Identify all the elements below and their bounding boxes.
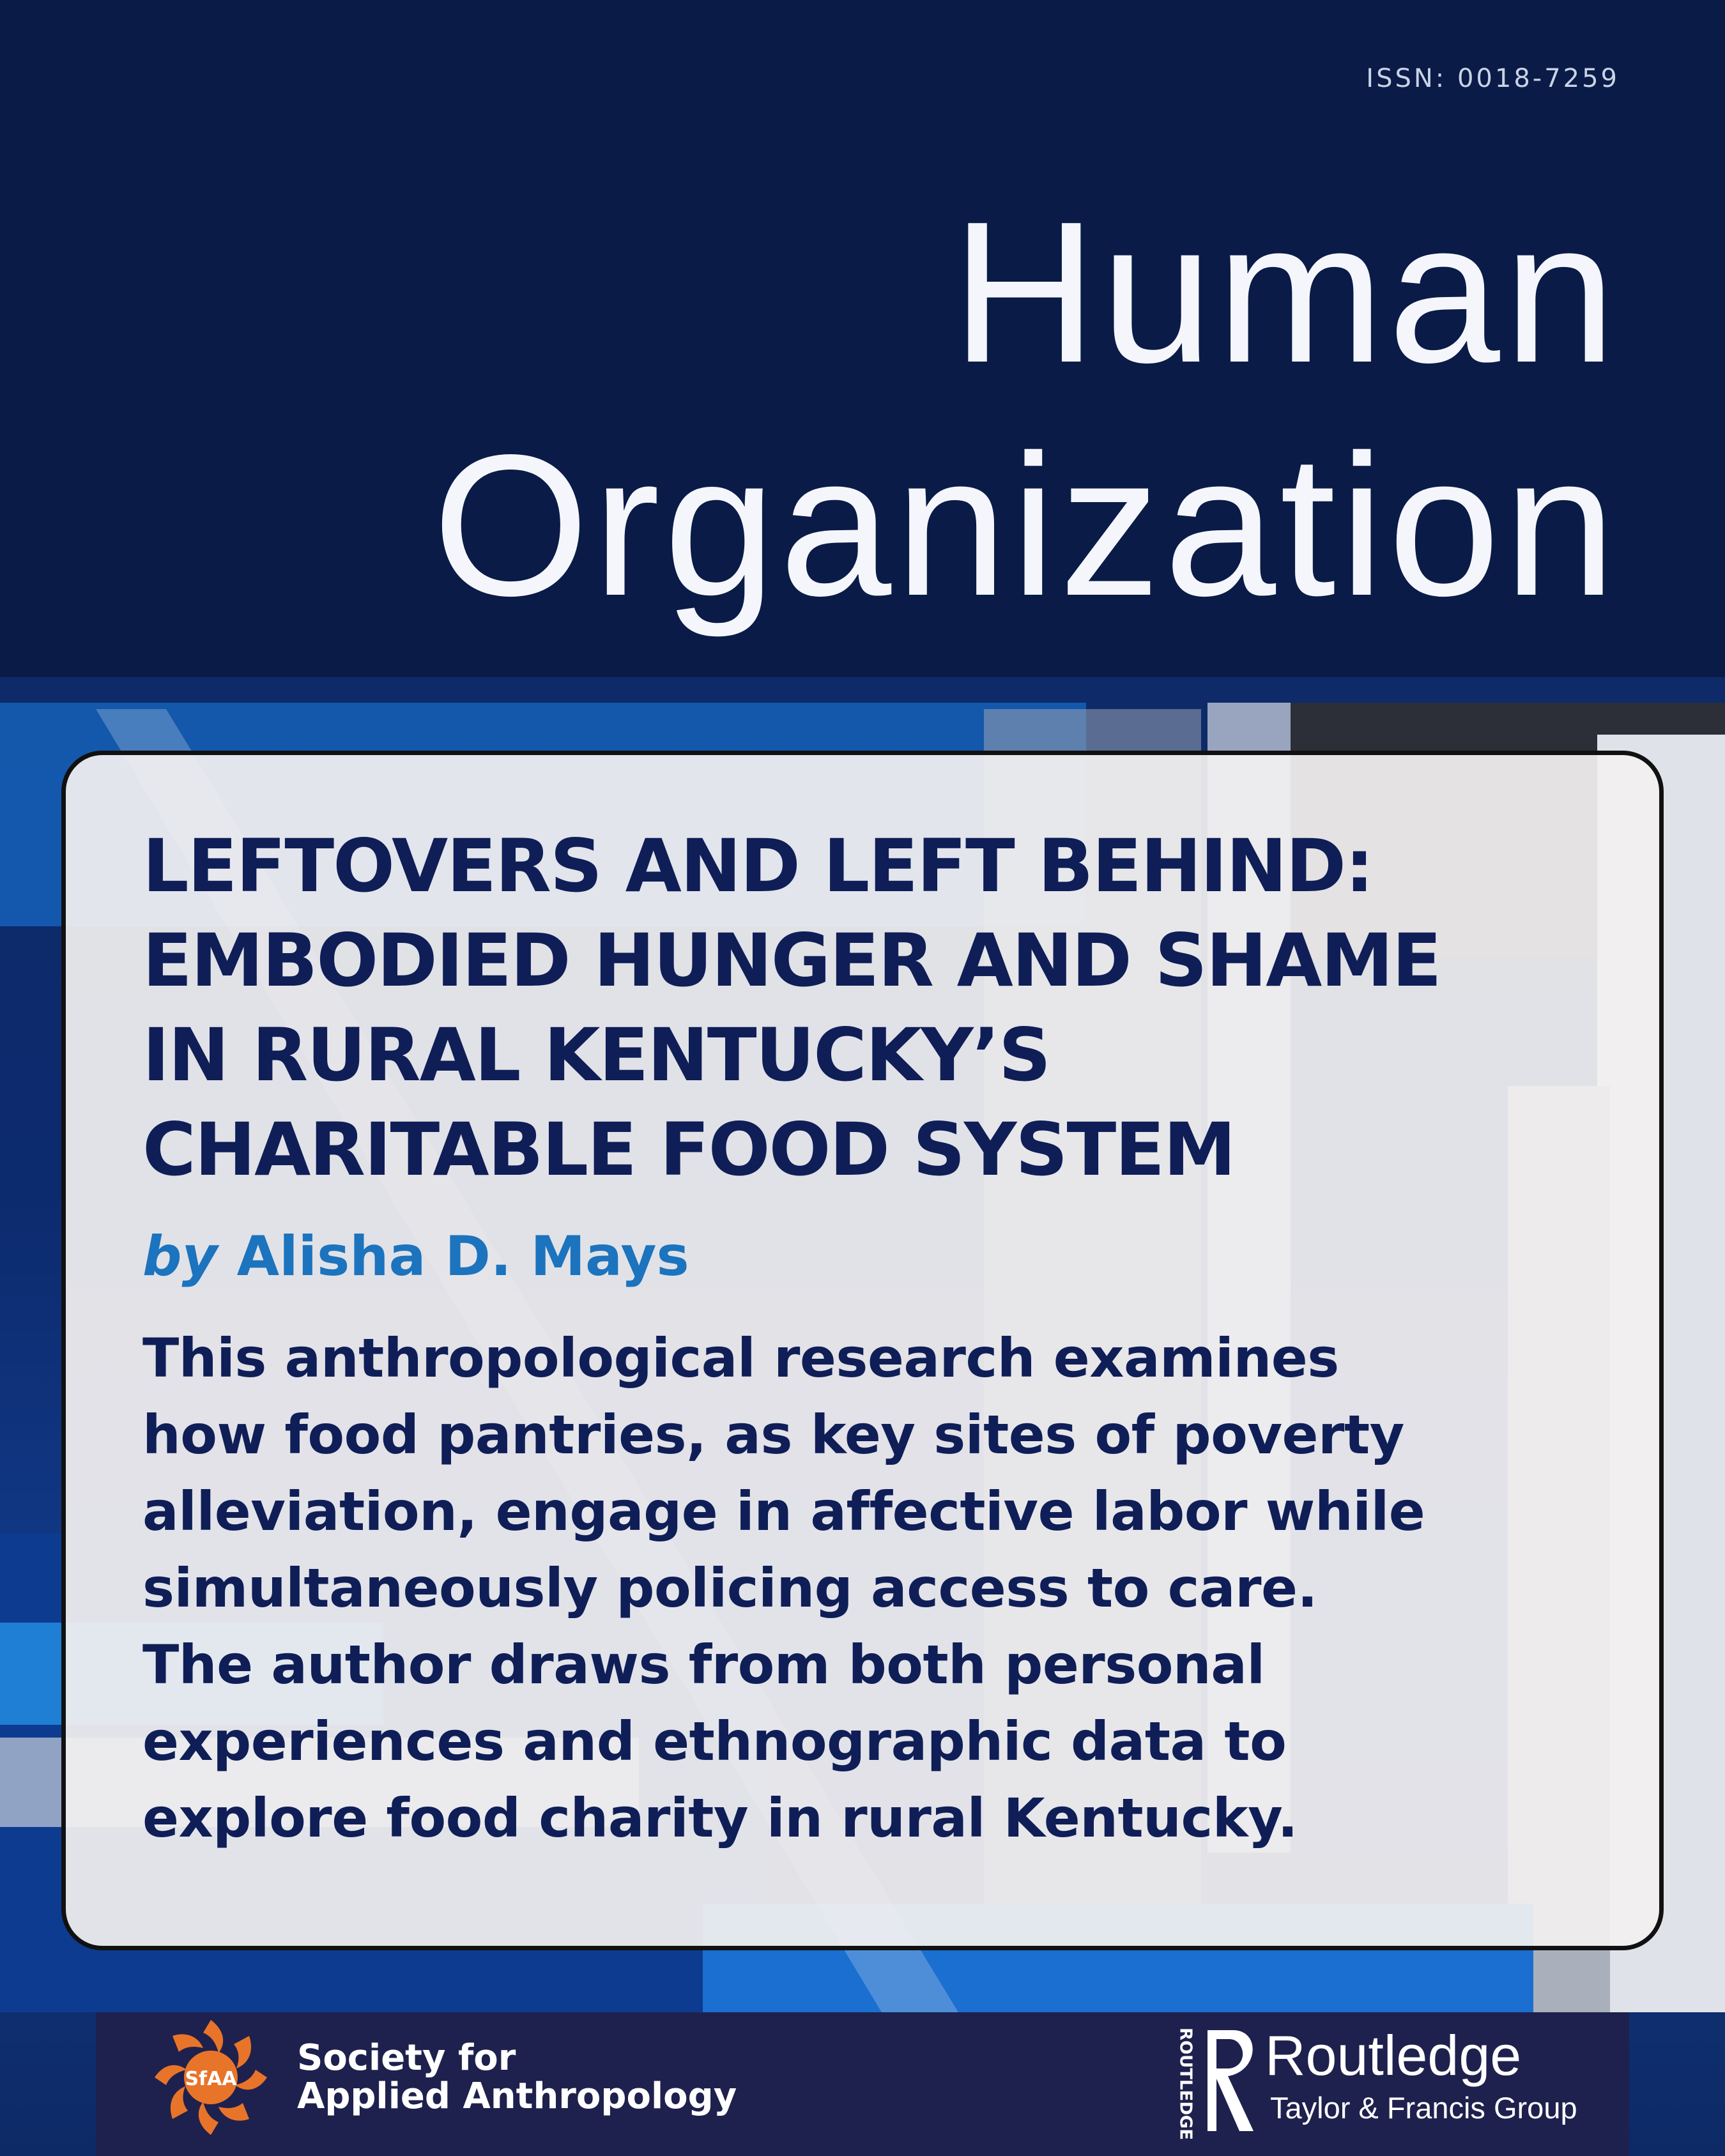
headline-line: LEFTOVERS AND LEFT BEHIND: bbox=[142, 823, 1373, 908]
sfaa-name-line2: Applied Anthropology bbox=[297, 2076, 737, 2117]
article-card bbox=[61, 751, 1664, 1950]
summary-line: simultaneously policing access to care. bbox=[142, 1557, 1317, 1619]
author-name: Alisha D. Mays bbox=[236, 1225, 689, 1288]
headline-line: CHARITABLE FOOD SYSTEM bbox=[142, 1107, 1235, 1192]
headline-line: EMBODIED HUNGER AND SHAME bbox=[142, 918, 1441, 1003]
summary-line: experiences and ethnographic data to bbox=[142, 1710, 1287, 1773]
summary-line: This anthropological research examines bbox=[142, 1327, 1339, 1389]
routledge-name: Routledge bbox=[1265, 2024, 1522, 2087]
by-label: by bbox=[142, 1225, 218, 1288]
routledge-r-logo-icon bbox=[1201, 2024, 1260, 2139]
summary-line: how food pantries, as key sites of poverty bbox=[142, 1403, 1404, 1466]
sfaa-name-line1: Society for bbox=[297, 2037, 516, 2079]
summary-line: alleviation, engage in affective labor while bbox=[142, 1480, 1425, 1543]
routledge-group: Taylor & Francis Group bbox=[1270, 2091, 1577, 2125]
article-summary bbox=[142, 1320, 1589, 1856]
summary-line: The author draws from both personal bbox=[142, 1633, 1265, 1696]
sfaa-name bbox=[297, 2039, 737, 2116]
article-headline bbox=[142, 819, 1589, 1197]
sfaa-logo-text: SfAA bbox=[185, 2068, 237, 2090]
issn-label: ISSN: 0018-7259 bbox=[1366, 64, 1620, 93]
publisher-footer bbox=[96, 2012, 1629, 2156]
summary-line: explore food charity in rural Kentucky. bbox=[142, 1787, 1298, 1849]
journal-title-line2: Organization bbox=[432, 413, 1620, 638]
sfaa-starburst-logo-icon bbox=[147, 2014, 275, 2141]
headline-line: IN RURAL KENTUCKY’S bbox=[142, 1013, 1050, 1097]
routledge-vertical-wordmark bbox=[1169, 2026, 1201, 2141]
author-byline bbox=[142, 1221, 1589, 1292]
routledge-vertical-text: ROUTLEDGE bbox=[1176, 2028, 1195, 2140]
journal-title-line1: Human bbox=[951, 180, 1620, 404]
